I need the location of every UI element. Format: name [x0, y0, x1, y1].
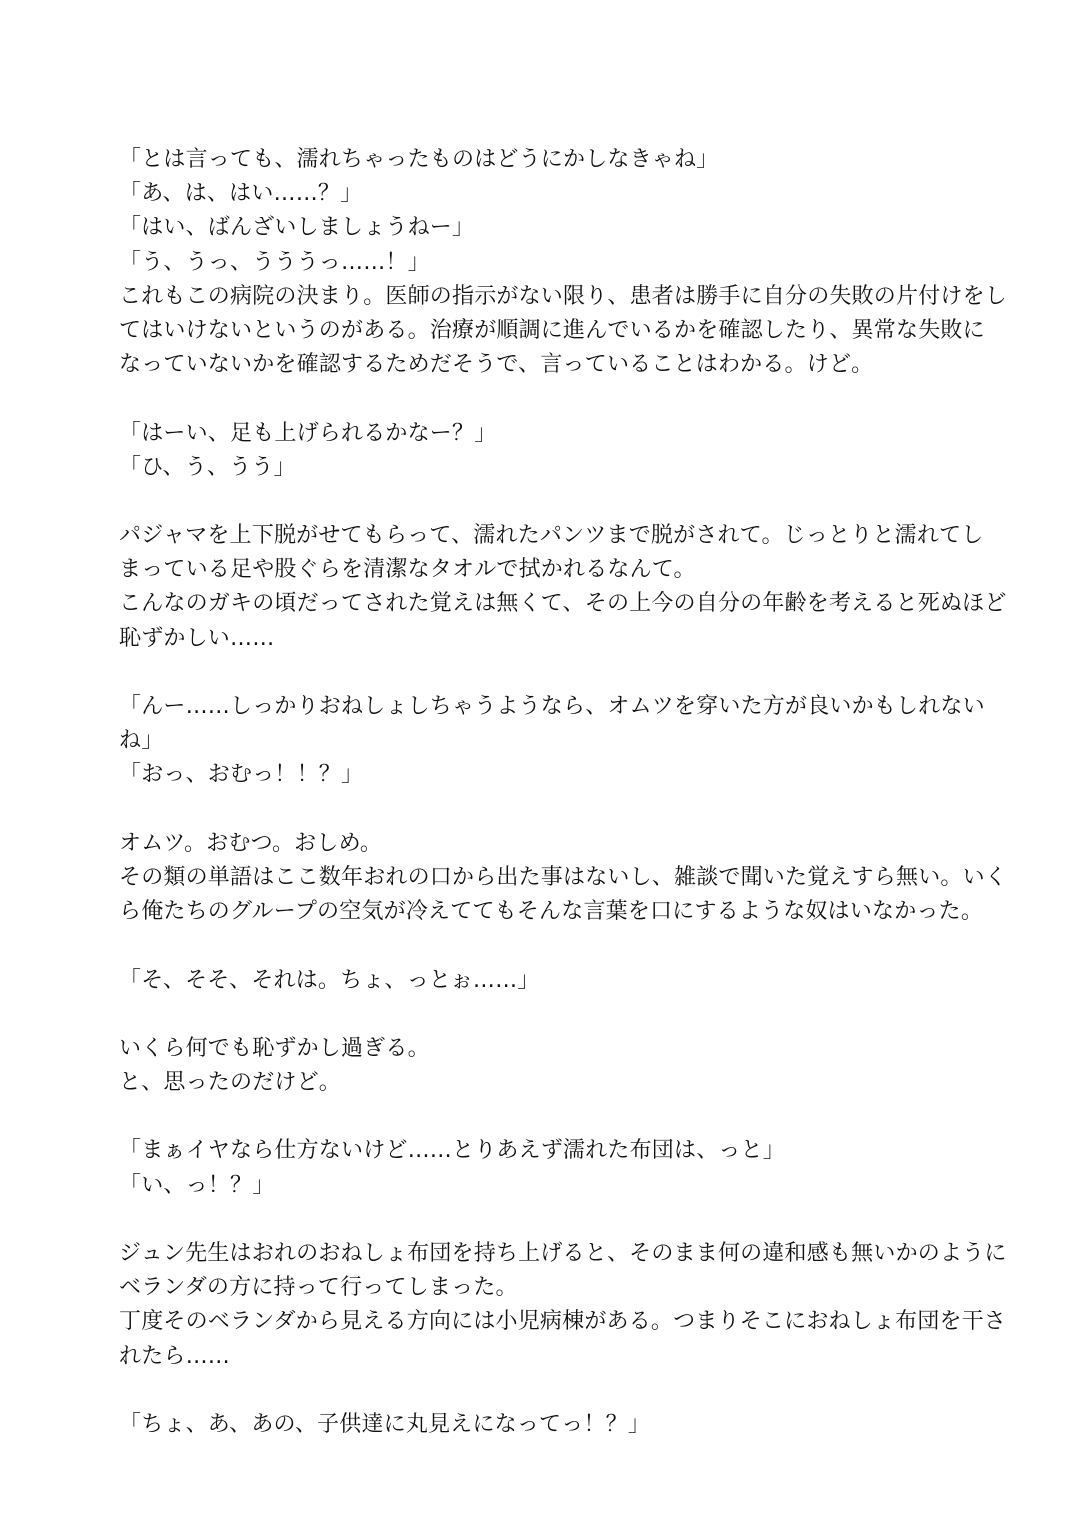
paragraph-gap	[119, 929, 964, 963]
text-line: 恥ずかしい……	[119, 625, 275, 651]
text-line: パジャマを上下脱がせてもらって、濡れたパンツまで脱がされて。じっとりと濡れてし	[119, 523, 984, 549]
paragraph-gap	[119, 485, 964, 519]
text-line: なっていないかを確認するためだそうで、言っていることはわかる。けど。	[119, 352, 874, 378]
text-line: と、思ったのだけど。	[119, 1070, 342, 1096]
paragraph-gap	[119, 1100, 964, 1134]
text-line: ベランダの方に持って行ってしまった。	[119, 1275, 518, 1301]
text-line: てはいけないというのがある。治療が順調に進んでいるかを確認したり、異常な失敗に	[119, 317, 985, 343]
text-line: 「ひ、う、うう」	[119, 454, 296, 480]
text-line: オムツ。おむつ。おしめ。	[119, 830, 383, 856]
text-line: れたら……	[119, 1343, 231, 1369]
paragraph-gap	[119, 998, 964, 1032]
paragraph-gap	[119, 1203, 964, 1237]
text-line: 「はい、ばんざいしましょうねー」	[119, 215, 475, 241]
paragraph-gap	[119, 382, 964, 416]
text-line: 「おっ、おむっ！！？」	[119, 762, 364, 788]
text-line: 「う、うっ、うううっ……！」	[119, 249, 430, 275]
text-line: 「い、っ！？」	[119, 1172, 275, 1198]
paragraph-gap	[119, 1374, 964, 1408]
text-line: 「あ、は、はい……？」	[119, 181, 363, 207]
text-line: ジュン先生はおれのおねしょ布団を持ち上げると、そのまま何の違和感も無いかのように	[119, 1241, 1007, 1266]
text-line: その類の単語はここ数年おれの口から出た事はないし、雑談で聞いた覚えすら無い。いく	[119, 864, 1008, 890]
text-line: 「んー……しっかりおねしょしちゃうようなら、オムツを穿いた方が良いかもしれない	[119, 694, 985, 719]
text-line: ら俺たちのグループの空気が冷えててもそんな言葉を口にするような奴はいなかった。	[119, 899, 984, 925]
text-line: こんなのガキの頃だってされた覚えは無くて、その上今の自分の年齢を考えると死ぬほど	[119, 591, 1007, 617]
text-line: 「はーい、足も上げられるかなー？」	[119, 420, 497, 446]
text-line: 「とは言っても、濡れちゃったものはどうにかしなきゃね」	[119, 147, 719, 172]
text-line: 「まぁイヤなら仕方ないけど……とりあえず濡れた布団は、っと」	[119, 1138, 786, 1164]
text-line: 丁度そのベランダから見える方向には小児病棟がある。つまりそこにおねしょ布団を干さ	[119, 1309, 1007, 1335]
text-line: 「そ、そそ、それは。ちょ、っとぉ……」	[119, 967, 540, 993]
text-line: ね」	[119, 728, 164, 754]
text-line: これもこの病院の決まり。医師の指示がない限り、患者は勝手に自分の失敗の片付けをし	[119, 283, 1008, 309]
text-line: いくら何でも恥ずかし過ぎる。	[119, 1035, 430, 1061]
body-text	[119, 143, 1008, 1442]
text-line: まっている足や股ぐらを清潔なタオルで拭かれるなんて。	[119, 557, 696, 583]
text-line: 「ちょ、あ、あの、子供達に丸見えになってっ！？」	[119, 1411, 651, 1437]
paragraph-gap	[119, 656, 964, 690]
paragraph-gap	[119, 793, 964, 827]
